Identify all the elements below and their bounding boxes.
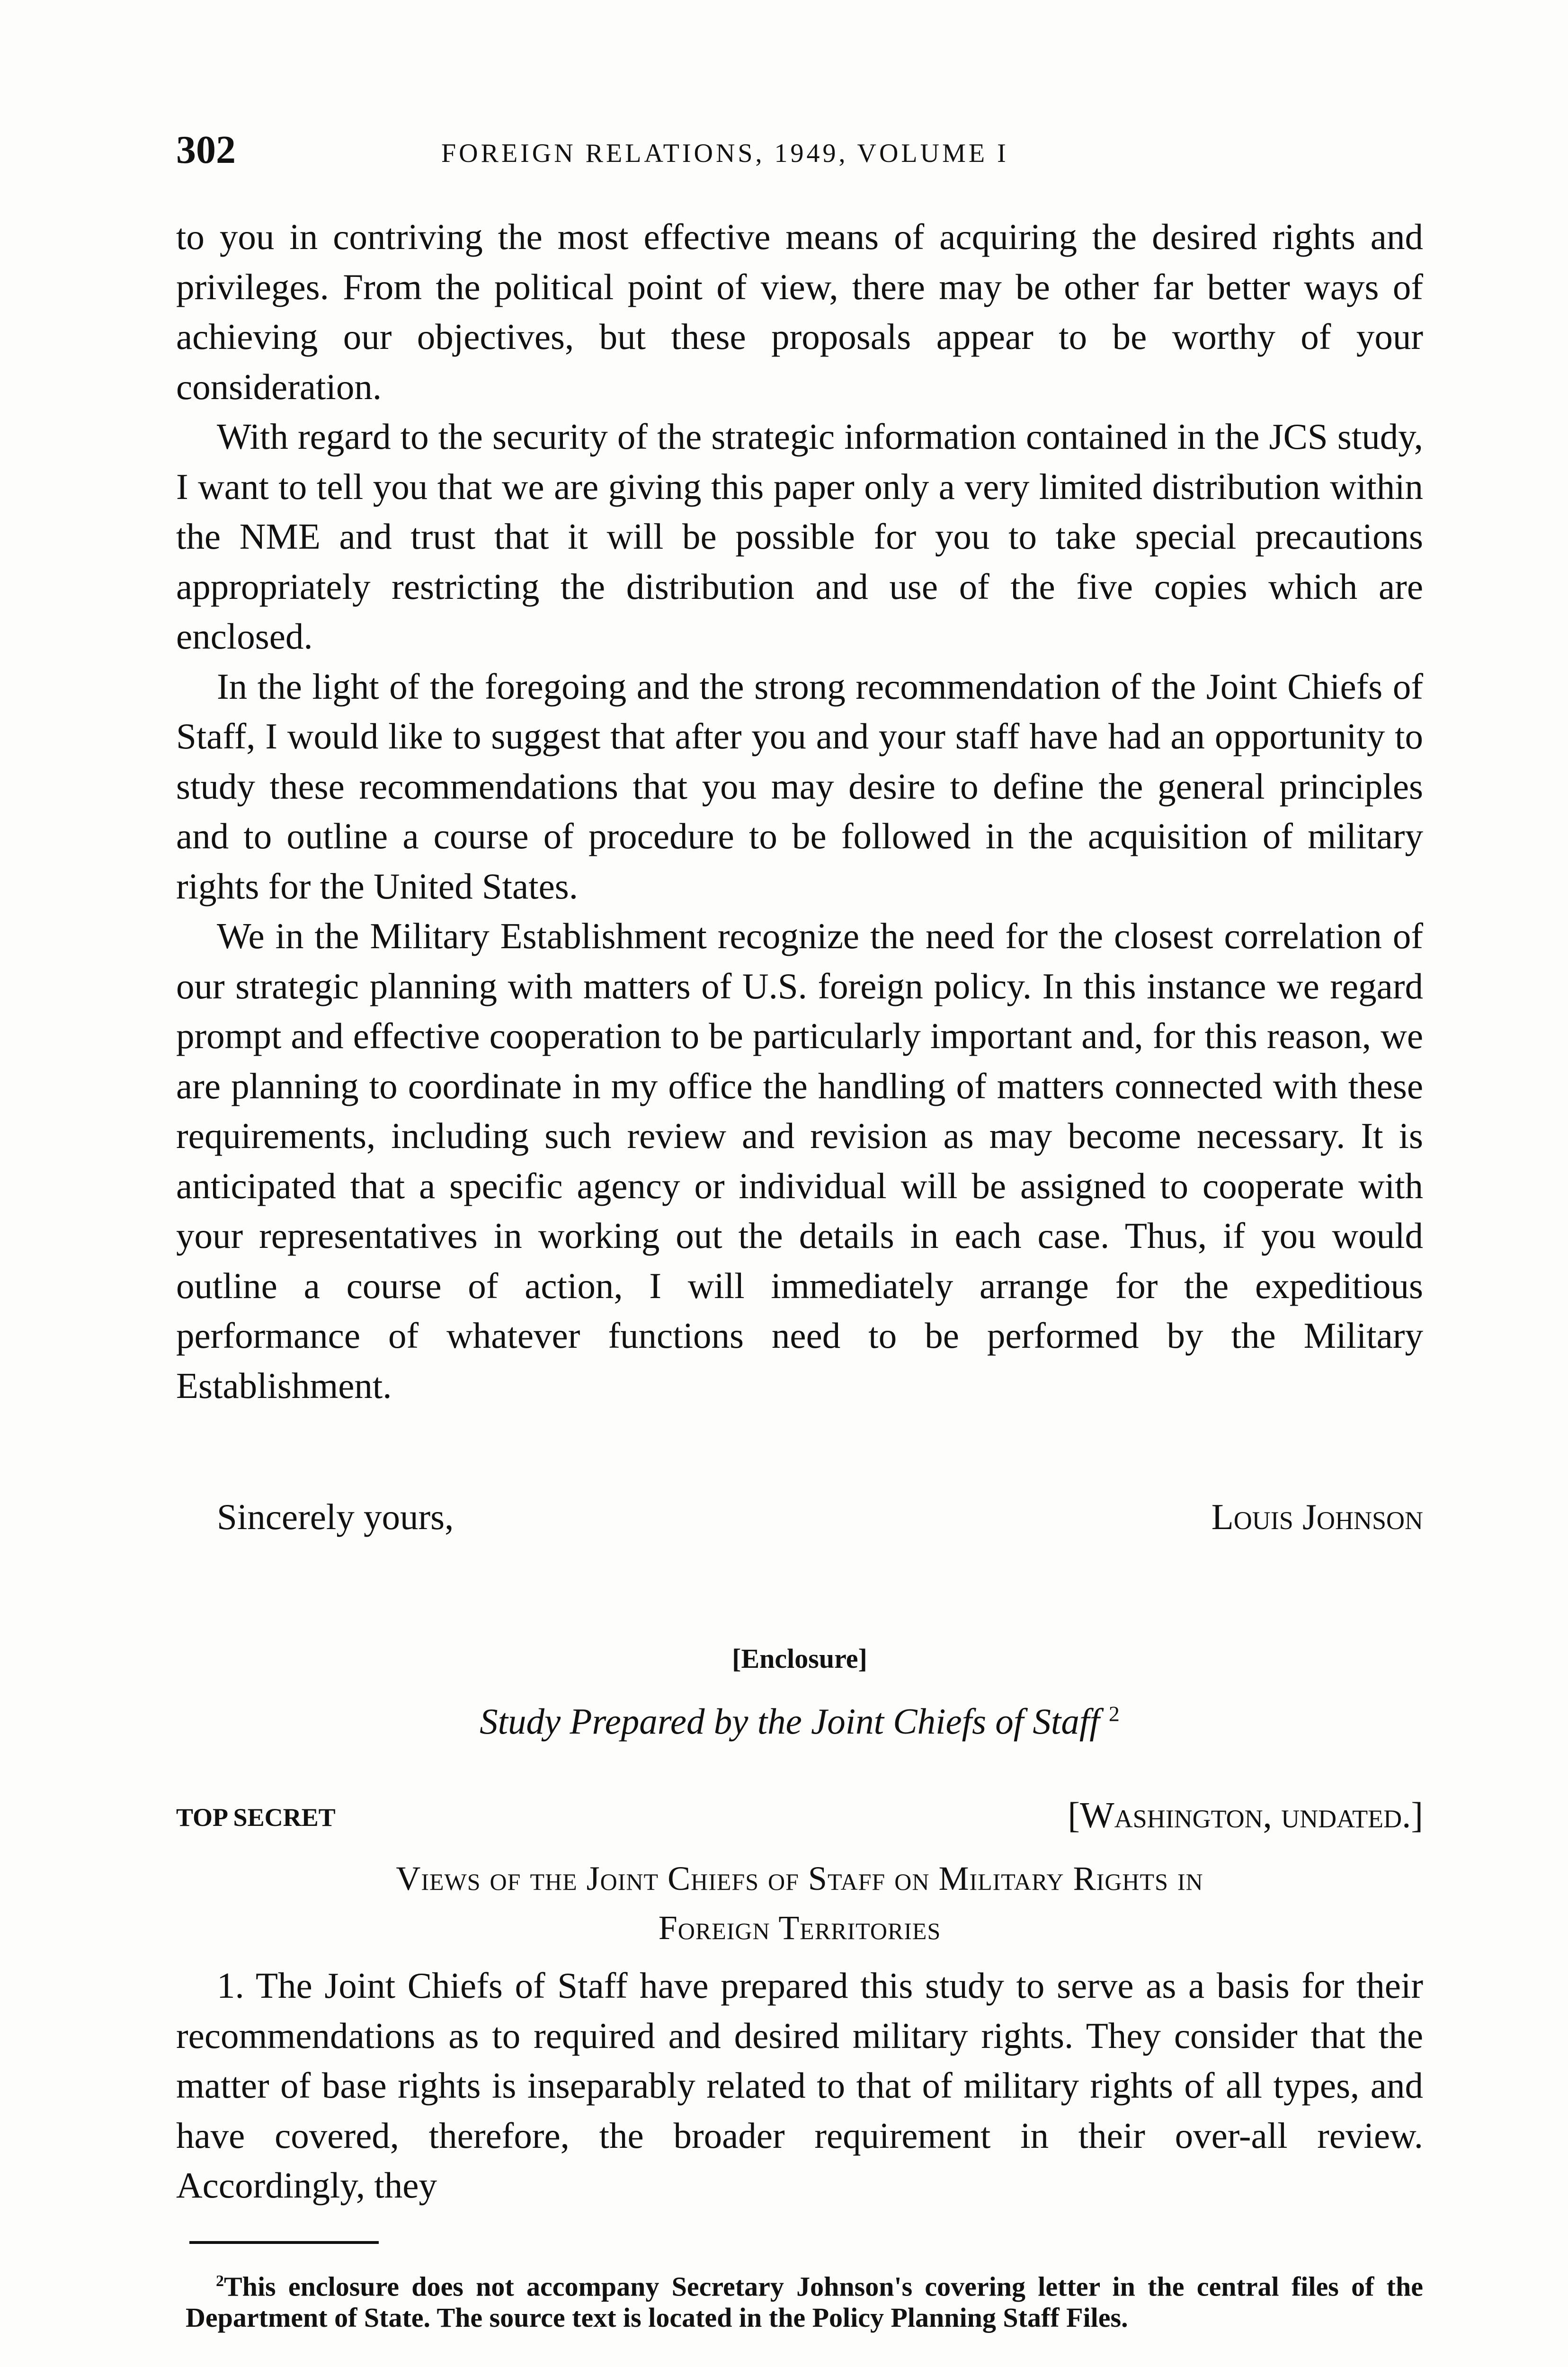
study-title-footnote-mark: 2 (1108, 1701, 1120, 1726)
letter-closing (176, 1496, 1423, 1548)
document-heading-line-1: Views of the Joint Chiefs of Staff on Military Rights in (396, 1860, 1203, 1897)
letter-body (176, 212, 1423, 1411)
letter-paragraph-security: With regard to the security of the strategic information contained in the JCS study, I want to tell you that we are giving this paper only a very limited distribution within the NME and trust that it will be possible for you to take special precautions appropriately restricting the distribution and use of the five copies which are enclosed. (176, 416, 1423, 657)
page-number: 302 (176, 128, 236, 172)
classification-row (176, 1794, 1423, 1842)
letter-paragraph-continued: to you in contriving the most effective means of acquiring the desired rights and privileges. From the political point of view, there may be other far better ways of achieving our objectives, but these proposals appear to be worthy of your consideration. (176, 216, 1423, 407)
dateline: [Washington, undated.] (1068, 1795, 1423, 1835)
document-heading-line-2: Foreign Territories (658, 1909, 941, 1947)
classification-marking: TOP SECRET (176, 1803, 336, 1832)
letter-paragraph-recommendation: In the light of the foregoing and the strong recommendation of the Joint Chiefs of Staff, I would like to suggest that after you and your staff have had an opportunity to study these recommendations that you may desire to define the general principles and to outline a course of procedure to be followed in the acquisition of military rights for the United States. (176, 666, 1423, 907)
footnote-rule (189, 2241, 379, 2244)
study-title (176, 1700, 1423, 1743)
complimentary-close: Sincerely yours, (217, 1496, 454, 1537)
footnote (186, 2266, 1423, 2333)
running-head (176, 127, 1423, 179)
enclosure-body (176, 1961, 1423, 2211)
footnote-mark: 2 (216, 2272, 224, 2290)
document-heading (176, 1854, 1423, 1952)
signature: Louis Johnson (1211, 1496, 1423, 1537)
running-title: FOREIGN RELATIONS, 1949, VOLUME I (441, 139, 1009, 168)
study-title-text: Study Prepared by the Joint Chiefs of Staff (480, 1701, 1100, 1742)
footnote-text: This enclosure does not accompany Secretary Johnson's covering letter in the central files of the Department of State. The source text is located in the Policy Planning Staff Files. (186, 2271, 1423, 2333)
letter-paragraph-cooperation: We in the Military Establishment recognize the need for the closest correlation of our strategic planning with matters of U.S. foreign policy. In this instance we regard prompt and effective cooperation to be particularly important and, for this reason, we are planning to coordinate in my office the handling of matters connected with these requirements, including such review and revision as may become necessary. It is anticipated that a specific agency or individual will be assigned to cooperate with your representatives in working out the details in each case. Thus, if you would outline a course of action, I will immediately arrange for the expeditious performance of whatever functions need to be performed by the Military Establishment. (176, 916, 1423, 1406)
enclosure-label: [Enclosure] (732, 1643, 867, 1674)
enclosure-paragraph-1: 1. The Joint Chiefs of Staff have prepared this study to serve as a basis for their recommendations as to required and desired military rights. They consider that the matter of base rights is inseparably related to that of military rights of all types, and have covered, therefore, the broader requirement in their over-all review. Accordingly, they (176, 1965, 1423, 2206)
